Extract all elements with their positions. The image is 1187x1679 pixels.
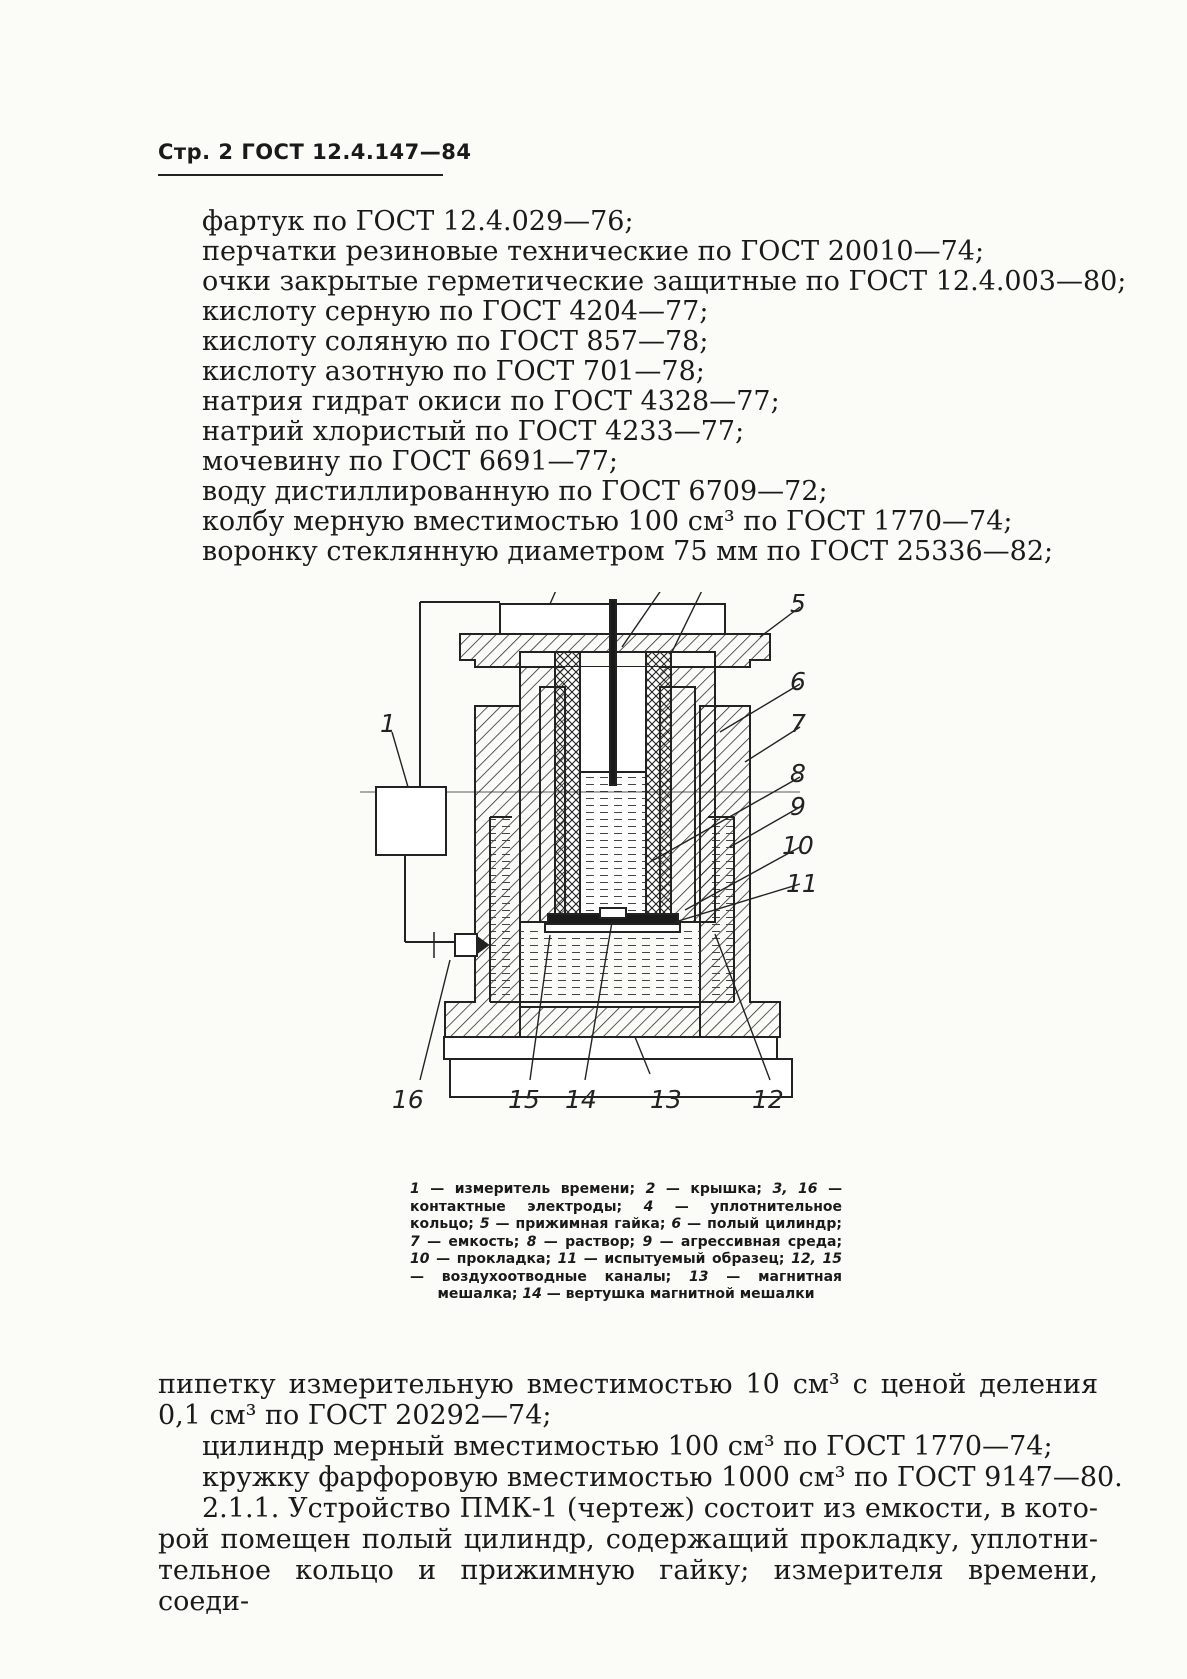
figure-label-13: 13: [650, 1085, 682, 1114]
list-item: фартук по ГОСТ 12.4.029—76;: [202, 206, 634, 237]
caption-text: — воздухоотводные каналы;: [410, 1268, 672, 1285]
list-item: натрий хлористый по ГОСТ 4233—77;: [202, 416, 745, 447]
list-item: колбу мерную вместимостью 100 см³ по ГОСТ 1770—74;: [202, 506, 1013, 537]
page-header: Стр. 2 ГОСТ 12.4.147—84: [158, 140, 472, 164]
caption-number: 10: [410, 1251, 430, 1267]
device-drawing: [360, 592, 860, 1172]
materials-list: [202, 207, 1126, 567]
body-line: цилиндр мерный вместимостью 100 см³ по ГОСТ 1770—74;: [202, 1431, 1053, 1462]
figure-label-9: 9: [790, 792, 806, 821]
caption-number: 7: [410, 1233, 420, 1250]
caption-text: — измеритель времени;: [430, 1181, 636, 1197]
list-item: мочевину по ГОСТ 6691—77;: [202, 446, 619, 477]
body-line: 0,1 см³ по ГОСТ 20292—74;: [158, 1400, 552, 1431]
figure-label-1: 1: [380, 709, 396, 738]
caption-number: 11: [557, 1251, 578, 1267]
device-drawing-svg: [360, 592, 860, 1172]
caption-number: 2: [645, 1181, 656, 1197]
figure-label-15: 15: [508, 1085, 540, 1114]
caption-text: — вертушка магнитной мешалки: [546, 1286, 815, 1302]
caption-number: 1: [410, 1181, 420, 1197]
caption-number: 12, 15: [791, 1251, 843, 1267]
figure-label-10: 10: [782, 831, 814, 860]
figure-label-12: 12: [752, 1085, 784, 1114]
list-item: кислоту соляную по ГОСТ 857—78;: [202, 326, 709, 357]
body-line: рой помещен полый цилиндр, содержащий прокладку, уплотни-: [158, 1524, 1098, 1555]
caption-text: — магнитная мешалка;: [437, 1268, 843, 1302]
caption-text: — испытуемый образец;: [583, 1251, 785, 1267]
list-item: кислоту азотную по ГОСТ 701—78;: [202, 356, 705, 387]
figure-label-11: 11: [786, 869, 818, 898]
caption-text: — контактные электроды;: [410, 1181, 843, 1215]
figure-label-16: 16: [392, 1085, 424, 1114]
caption-number: 8: [526, 1233, 537, 1250]
header-rule: [158, 174, 443, 176]
figure-label-8: 8: [790, 759, 806, 788]
figure-label-6: 6: [790, 667, 806, 696]
figure-label-5: 5: [790, 592, 806, 618]
figure-caption: [410, 1181, 842, 1304]
caption-text: — уплотнительное кольцо;: [410, 1198, 842, 1232]
figure-label-14: 14: [565, 1085, 597, 1114]
caption-text: — агрессивная среда;: [659, 1233, 843, 1250]
list-item: кислоту серную по ГОСТ 4204—77;: [202, 296, 709, 327]
list-item: очки закрытые герметические защитные по ГОСТ 12.4.003—80;: [202, 266, 1127, 297]
list-item: натрия гидрат окиси по ГОСТ 4328—77;: [202, 386, 780, 417]
body-text: [158, 1369, 1123, 1617]
caption-text: — прокладка;: [436, 1251, 552, 1267]
caption-text: — прижимная гайка;: [495, 1216, 666, 1232]
figure-label-7: 7: [790, 709, 806, 738]
list-item: перчатки резиновые технические по ГОСТ 20010—74;: [202, 236, 985, 267]
list-item: воду дистиллированную по ГОСТ 6709—72;: [202, 476, 828, 507]
caption-text: — емкость;: [427, 1233, 520, 1250]
caption-number: 3, 16: [772, 1181, 818, 1197]
caption-number: 6: [671, 1216, 682, 1232]
caption-text: — раствор;: [543, 1233, 636, 1250]
body-line: 2.1.1. Устройство ПМК-1 (чертеж) состоит из емкости, в кото-: [202, 1493, 1098, 1524]
body-line: кружку фарфоровую вместимостью 1000 см³ по ГОСТ 9147—80.: [202, 1462, 1123, 1493]
list-item: воронку стеклянную диаметром 75 мм по ГОСТ 25336—82;: [202, 536, 1054, 567]
caption-number: 9: [642, 1233, 653, 1250]
caption-number: 14: [522, 1286, 542, 1302]
caption-text: — крышка;: [665, 1181, 762, 1197]
caption-text: — полый цилиндр;: [687, 1216, 842, 1232]
caption-number: 13: [689, 1268, 709, 1285]
caption-number: 5: [479, 1216, 490, 1232]
caption-number: 4: [643, 1198, 654, 1215]
body-line: тельное кольцо и прижимную гайку; измерителя времени, соеди-: [158, 1555, 1098, 1617]
body-line: пипетку измерительную вместимостью 10 см³ с ценой деления: [158, 1369, 1098, 1400]
